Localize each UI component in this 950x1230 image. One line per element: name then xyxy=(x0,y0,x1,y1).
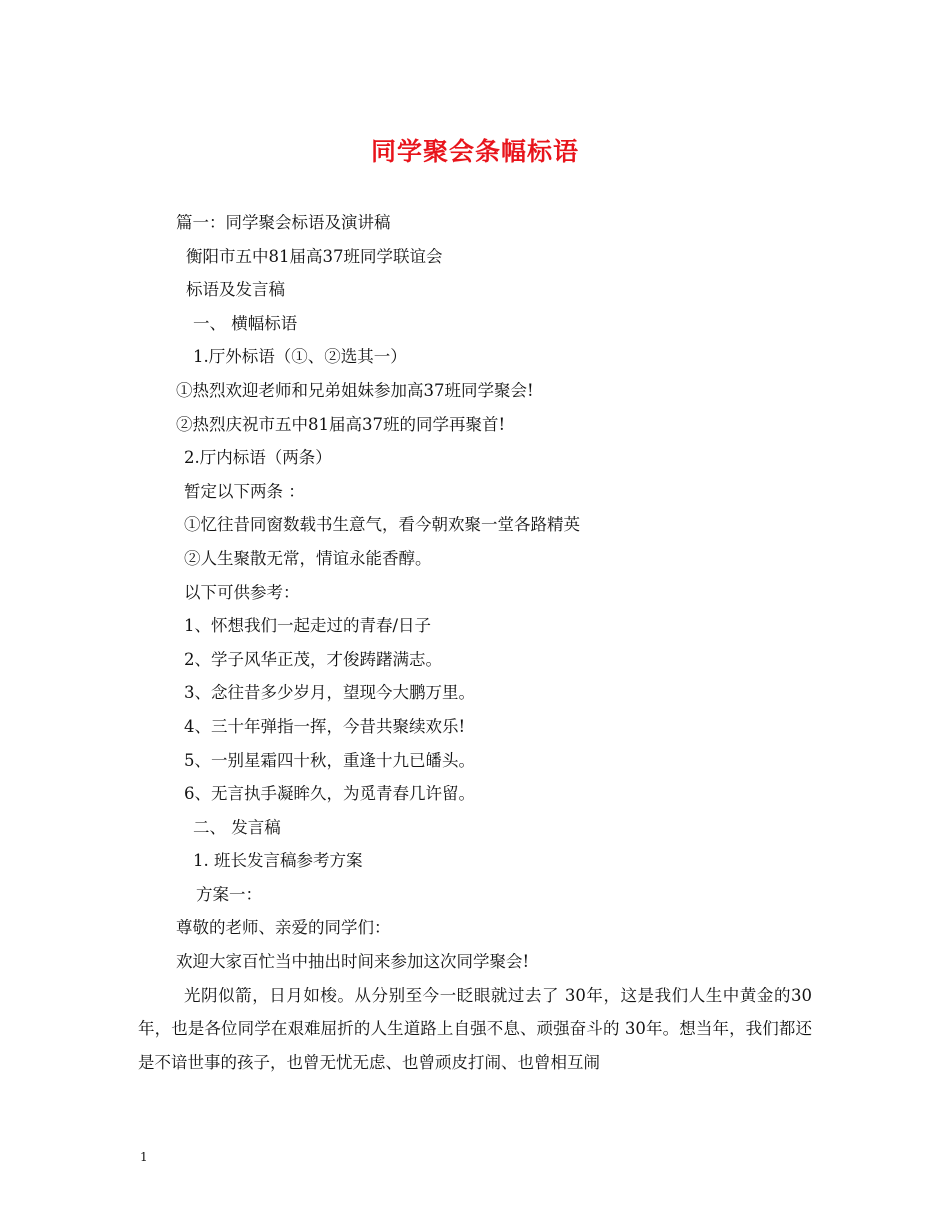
list-item: ①忆往昔同窗数载书生意气，看今朝欢聚一堂各路精英 xyxy=(184,515,580,535)
text-line: 欢迎大家百忙当中抽出时间来参加这次同学聚会! xyxy=(176,952,530,972)
subsection-heading: 二、 发言稿 xyxy=(193,817,281,837)
list-item: ①热烈欢迎老师和兄弟姐妹参加高37班同学聚会! xyxy=(176,380,534,400)
list-item: 6、无言执手凝眸久，为觅青春几许留。 xyxy=(184,784,475,804)
list-item: ②人生聚散无常，情谊永能香醇。 xyxy=(184,548,432,568)
text-line: 1.厅外标语（①、②选其一） xyxy=(193,347,407,367)
text-line: 方案一： xyxy=(196,884,262,904)
body-paragraph: 光阴似箭，日月如梭。从分别至今一眨眼就过去了 30年，这是我们人生中黄金的30年，也是各位同学在艰难屈折的人生道路上自强不息、顽强奋斗的 30年。想当年，我们都还是不谙世事的孩子，也曾无忧无虑、也曾顽皮打闹、也曾相互闹 xyxy=(138,985,812,1072)
list-item: 2、学子风华正茂，才俊踌躇满志。 xyxy=(184,649,442,669)
section-heading: 篇一：同学聚会标语及演讲稿 xyxy=(176,213,391,232)
list-item: 3、念往昔多少岁月，望现今大鹏万里。 xyxy=(184,683,475,703)
subsection-heading: 一、 横幅标语 xyxy=(193,313,298,333)
document-title: 同学聚会条幅标语 xyxy=(370,137,579,166)
text-line: 衡阳市五中81届高37班同学联谊会 xyxy=(186,246,443,266)
list-item: 4、三十年弹指一挥，今昔共聚续欢乐! xyxy=(184,716,466,736)
document-body xyxy=(138,206,818,1079)
text-line: 以下可供参考： xyxy=(184,582,300,602)
text-line: 暂定以下两条 ： xyxy=(184,481,305,501)
list-item: 1、怀想我们一起走过的青春/日子 xyxy=(184,616,432,636)
text-line: 标语及发言稿 xyxy=(186,280,285,300)
list-item: ②热烈庆祝市五中81届高37班的同学再聚首! xyxy=(176,414,506,434)
page-number: 1 xyxy=(140,1150,148,1164)
list-item: 5、一别星霜四十秋，重逢十九已皤头。 xyxy=(184,750,475,770)
text-line: 尊敬的老师、亲爱的同学们： xyxy=(176,918,391,938)
text-line: 2.厅内标语（两条） xyxy=(184,448,332,468)
text-line: 1. 班长发言稿参考方案 xyxy=(193,851,363,871)
